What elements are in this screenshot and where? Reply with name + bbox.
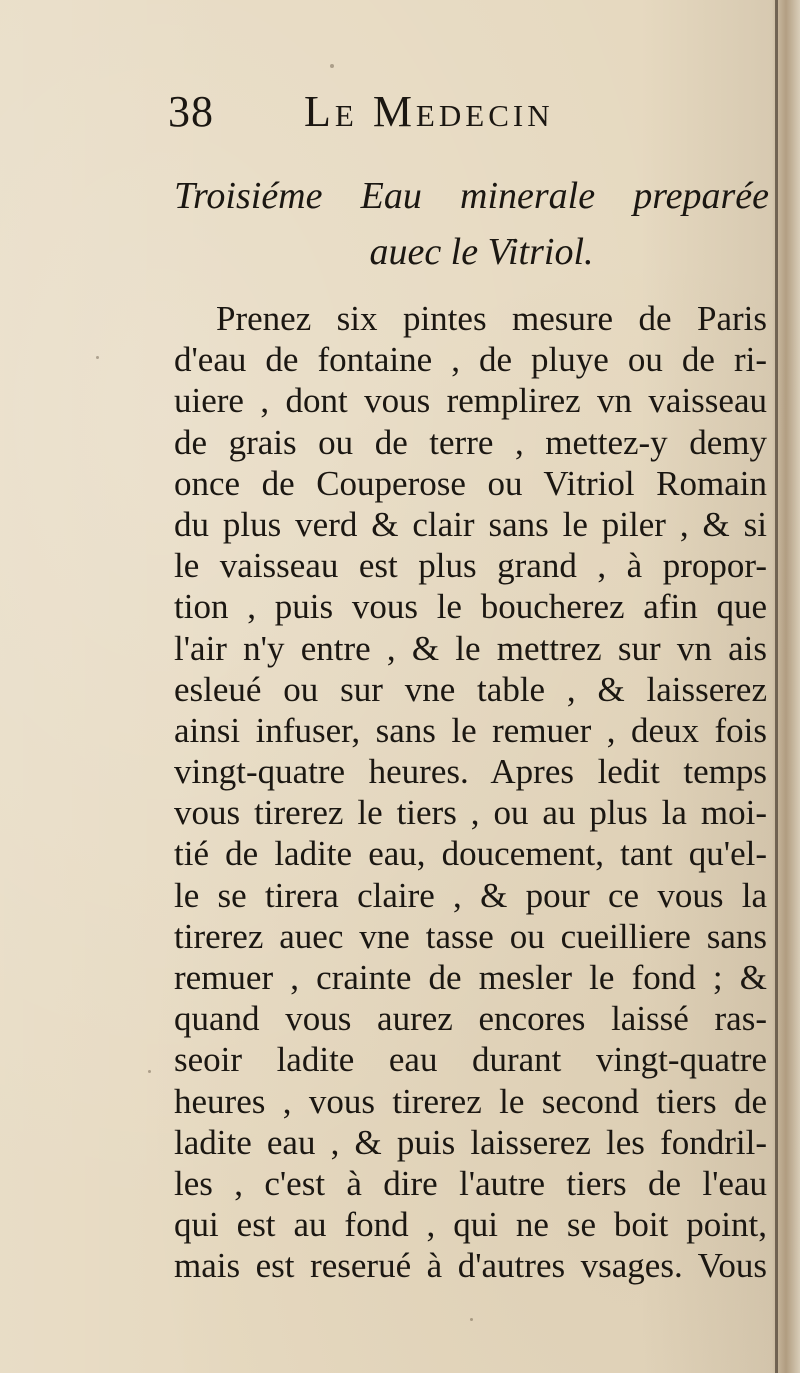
- section-heading-line-2: auec le Vitriol.: [369, 231, 594, 273]
- text-line: le vaisseau est plus grand , à propor-: [174, 546, 767, 586]
- paper-speck: [148, 1070, 151, 1073]
- text-line: qui est au fond , qui ne se boit point,: [174, 1205, 767, 1245]
- page-number: 38: [168, 87, 214, 136]
- section-heading-line-1: Troisiéme Eau minerale preparée: [174, 175, 769, 217]
- text-line: d'eau de fontaine , de pluye ou de ri-: [174, 340, 767, 380]
- text-line: heures , vous tirerez le second tiers de: [174, 1081, 767, 1121]
- text-line: once de Couperose ou Vitriol Romain: [174, 463, 767, 503]
- text-line: uiere , dont vous remplirez vn vaisseau: [174, 381, 767, 421]
- text-line: vingt-quatre heures. Apres ledit temps: [174, 752, 767, 792]
- text-line: l'air n'y entre , & le mettrez sur vn ais: [174, 628, 767, 668]
- page-header: [168, 86, 638, 146]
- paper-speck: [330, 64, 334, 68]
- text-line: vous tirerez le tiers , ou au plus la moi-: [174, 793, 767, 833]
- text-line: le se tirera claire , & pour ce vous la: [174, 875, 767, 915]
- text-line: mais est reserué à d'autres vsages. Vous: [174, 1246, 767, 1286]
- paper-speck: [470, 1318, 473, 1321]
- text-line: les , c'est à dire l'autre tiers de l'eau: [174, 1163, 767, 1203]
- text-line: du plus verd & clair sans le piler , & si: [174, 504, 767, 544]
- text-line: ainsi infuser, sans le remuer , deux fois: [174, 710, 767, 750]
- paper-speck: [96, 356, 99, 359]
- body-paragraph: [174, 298, 767, 1287]
- text-line: quand vous aurez encores laissé ras-: [174, 999, 767, 1039]
- text-line: tirerez auec vne tasse ou cueilliere sans: [174, 916, 767, 956]
- page-edge-line: [775, 0, 778, 1373]
- text-line: de grais ou de terre , mettez-y demy: [174, 422, 767, 462]
- section-heading: [174, 168, 769, 280]
- text-line: tié de ladite eau, doucement, tant qu'el-: [174, 834, 767, 874]
- text-line: ladite eau , & puis laisserez les fondril-: [174, 1122, 767, 1162]
- text-line: Prenez six pintes mesure de Paris: [216, 299, 767, 338]
- running-title: Le Medecin: [304, 87, 554, 136]
- text-line: remuer , crainte de mesler le fond ; &: [174, 958, 767, 997]
- text-line: tion , puis vous le boucherez afin que: [174, 587, 767, 627]
- text-line: seoir ladite eau durant vingt-quatre: [174, 1040, 767, 1080]
- text-line: esleué ou sur vne table , & laisserez: [174, 669, 767, 709]
